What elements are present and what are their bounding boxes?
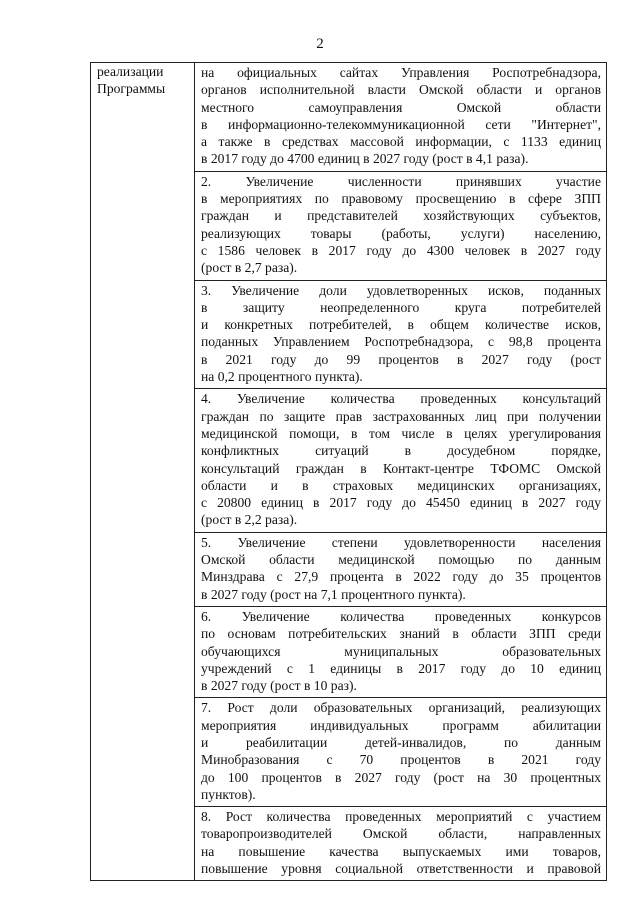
text-line: в 2027 году (рост в 10 раз). xyxy=(201,678,357,694)
text-line: 6. Увеличение количества проведенных конкурсов xyxy=(201,608,601,624)
result-item-8 xyxy=(195,806,606,880)
text-line: граждан и представителей хозяйствующих субъектов, xyxy=(201,208,601,224)
text-line: а также в средствах массовой информации, с 1133 единиц xyxy=(201,134,601,150)
text-line: медицинской помощи, в том числе в целях урегулирования xyxy=(201,425,601,441)
text-line: в 2017 году до 4700 единиц в 2027 году (рост в 4,1 раза). xyxy=(201,151,529,167)
text-line: Минобразования с 70 процентов в 2021 году xyxy=(201,752,601,768)
text-line: с 20800 единиц в 2017 году до 45450 единиц в 2027 году xyxy=(201,495,601,511)
text-line: до 100 процентов в 2027 году (рост на 30 процентных xyxy=(201,769,601,785)
result-item-1 xyxy=(195,63,606,171)
program-results-table xyxy=(90,62,607,881)
text-line: (рост в 2,7 раза). xyxy=(201,260,298,276)
text-line: местного самоуправления Омской области xyxy=(201,99,601,115)
text-line: повышение уровня социальной ответственности и правовой xyxy=(201,861,601,877)
row-content-cell xyxy=(195,63,607,881)
text-line: по основам потребительских знаний в области ЗПП среди xyxy=(201,626,601,642)
result-item-6 xyxy=(195,606,606,697)
text-line: товаропроизводителей Омской области, направленных xyxy=(201,826,601,842)
text-line: в мероприятиях по правовому просвещению в сфере ЗПП xyxy=(201,191,601,207)
text-line: в информационно-телекоммуникационной сети "Интернет", xyxy=(201,116,601,132)
result-item-3 xyxy=(195,280,606,389)
row-label-cell xyxy=(91,63,195,881)
text-line: мероприятия индивидуальных программ абилитации xyxy=(201,717,601,733)
text-line: области и в страховых медицинских организациях, xyxy=(201,477,601,493)
text-line: 7. Рост доли образовательных организаций, реализующих xyxy=(201,700,601,716)
text-line: консультаций граждан в Контакт-центре ТФОМС Омской xyxy=(201,460,601,476)
result-item-2 xyxy=(195,171,606,280)
text-line: на повышение качества выпускаемых ими товаров, xyxy=(201,843,601,859)
text-line: в 2021 году до 99 процентов в 2027 году (рост xyxy=(201,351,601,367)
text-line: на 0,2 процентного пункта). xyxy=(201,369,363,385)
text-line: 2. Увеличение численности принявших участие xyxy=(201,173,601,189)
text-line: граждан по защите прав застрахованных лиц при получении xyxy=(201,408,601,424)
text-line: поданных Управлением Роспотребнадзора, с 98,8 процента xyxy=(201,334,601,350)
text-line: и реабилитации детей-инвалидов, по данным xyxy=(201,734,601,750)
text-line: 5. Увеличение степени удовлетворенности населения xyxy=(201,534,601,550)
result-item-4 xyxy=(195,388,606,531)
text-line: с 1586 человек в 2017 году до 4300 человек в 2027 году xyxy=(201,242,601,258)
row-label-line: Программы xyxy=(97,81,166,97)
table-row xyxy=(91,63,607,881)
text-line: учреждений с 1 единицы в 2017 году до 10 единиц xyxy=(201,660,601,676)
result-item-7 xyxy=(195,697,606,806)
text-line: 8. Рост количества проведенных мероприятий с участием xyxy=(201,809,601,825)
result-item-5 xyxy=(195,532,606,606)
text-line: и конкретных потребителей, в общем количестве исков, xyxy=(201,317,601,333)
text-line: 3. Увеличение доли удовлетворенных исков, поданных xyxy=(201,282,601,298)
text-line: реализующих товары (работы, услуги) населению, xyxy=(201,225,601,241)
text-line: в 2027 году (рост на 7,1 процентного пункта). xyxy=(201,586,466,602)
text-line: (рост в 2,2 раза). xyxy=(201,512,298,528)
text-line: на официальных сайтах Управления Роспотребнадзора, xyxy=(201,65,601,80)
text-line: пунктов). xyxy=(201,786,256,802)
text-line: в защиту неопределенного круга потребителей xyxy=(201,299,601,315)
text-line: обучающихся муниципальных образовательных xyxy=(201,643,601,659)
text-line: 4. Увеличение количества проведенных консультаций xyxy=(201,391,601,407)
text-line: Минздрава с 27,9 процента в 2022 году до 35 процентов xyxy=(201,569,601,585)
text-line: органов исполнительной власти Омской области и органов xyxy=(201,82,601,98)
text-line: Омской области медицинской помощью по данным xyxy=(201,552,601,568)
page-number: 2 xyxy=(316,36,324,52)
text-line: конфликтных ситуаций в досудебном порядке, xyxy=(201,443,601,459)
row-label-line: реализации xyxy=(97,64,164,79)
